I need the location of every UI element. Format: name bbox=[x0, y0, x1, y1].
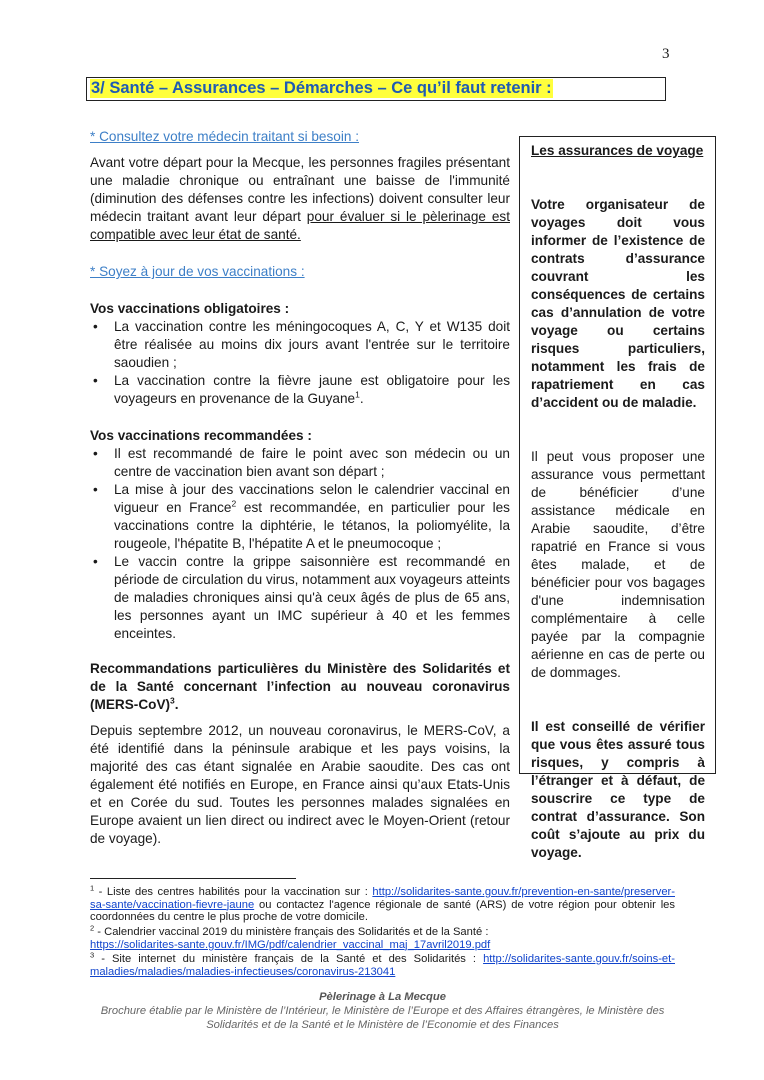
sidebar-title: Les assurances de voyage bbox=[531, 143, 704, 158]
recommended-vaccinations-list bbox=[90, 445, 510, 643]
sidebar-paragraph-2: Il peut vous proposer une assurance vous permettant de bénéficier d’une assistance médicale en Arabie saoudite, d’être rapatrié en France si vous êtes malade, et de bénéficier pour vos bagages d'une indemnisation complémentaire à celle payée par la compagnie aérienne en cas de perte ou de dommages. bbox=[531, 449, 705, 680]
list-item: • La mise à jour des vaccinations selon le calendrier vaccinal en vigueur en France$^2$ est recommandée, en particulier pour les vaccinations contre la diphtérie, le tétanos, la poliomyélite, la rougeole, l'hépatite B, l'hépatite A et le pneumocoque ; bbox=[90, 481, 510, 553]
footnote-ref: 2 bbox=[231, 498, 237, 509]
section-heading-box bbox=[86, 77, 666, 101]
list-item: • La vaccination contre la fièvre jaune est obligatoire pour les voyageurs en provenance de la Guyane$^1$. bbox=[90, 372, 510, 408]
mandatory-vaccinations-title: Vos vaccinations obligatoires : bbox=[90, 301, 290, 316]
travel-insurance-sidebar bbox=[519, 136, 716, 860]
list-item: • La vaccination contre les méningocoques A, C, Y et W135 doit être réalisée au moins dix jours avant l'entrée sur le territoire saoudien ; bbox=[90, 318, 510, 372]
footnote-3: $^3$ - Site internet du ministère français de la Santé et des Solidarités : http://solidarites-sante.gouv.fr/soins-et-maladies/maladies/maladies-infectieuses/coronavirus-213041 bbox=[90, 950, 675, 978]
footnote-ref: 3 bbox=[170, 695, 175, 706]
footer-title: Pèlerinage à La Mecque bbox=[319, 991, 446, 1003]
mers-section-title: Recommandations particulières du Ministère des Solidarités et de la Santé concernant l’infection au nouveau coronavirus (MERS-CoV)$^3$. bbox=[90, 661, 510, 712]
footer-line-2: Solidarités et de la Santé et le Ministère de l’Economie et des Finances bbox=[206, 1019, 559, 1031]
doctor-paragraph-underlined: pour évaluer si le pèlerinage est compatible avec leur état de santé. bbox=[90, 209, 510, 242]
main-column bbox=[90, 128, 510, 848]
list-item: • Le vaccin contre la grippe saisonnière est recommandé en période de circulation du virus, notamment aux voyageurs atteints de maladies chroniques ainsi qu'à ceux âgés de plus de 65 ans, les personnes ayant un IMC supérieur à 40 et les femmes enceintes. bbox=[90, 553, 510, 643]
page-footer bbox=[90, 990, 675, 1032]
recommended-vaccinations-title: Vos vaccinations recommandées : bbox=[90, 428, 312, 443]
mers-paragraph: Depuis septembre 2012, un nouveau coronavirus, le MERS-CoV, a été identifié dans la péninsule arabique et les pays voisins, la majorité des cas étant signalée en Arabie saoudite. Des cas ont également été notifiés en Europe, en France ainsi qu’aux Etats-Unis et en Corée du sud. Toutes les personnes malades signalées en Europe avaient un lien direct ou indirect avec le Moyen-Orient (retour de voyage). bbox=[90, 723, 510, 846]
doctor-section-title: * Consultez votre médecin traitant si besoin : bbox=[90, 129, 359, 144]
vaccination-section-title: * Soyez à jour de vos vaccinations : bbox=[90, 264, 305, 279]
section-heading: 3/ Santé – Assurances – Démarches – Ce qu’il faut retenir : bbox=[91, 79, 552, 97]
footnote-ref: 1 bbox=[355, 389, 360, 400]
mandatory-vaccinations-list bbox=[90, 318, 510, 408]
footnote-1-link[interactable]: http://solidarites-sante.gouv.fr/prevention-en-sante/preserver-sa-sante/vaccination-fievre-jaune bbox=[90, 886, 675, 911]
list-item: • Il est recommandé de faire le point avec son médecin ou un centre de vaccination bien avant son départ ; bbox=[90, 445, 510, 481]
sidebar-paragraph-1: Votre organisateur de voyages doit vous informer de l’existence de contrats d’assurance couvrant les conséquences de certains cas d’annulation de votre voyage ou certains risques particuliers, notamment les frais de rapatriement en cas d’accident ou de maladie. bbox=[531, 197, 705, 410]
footnote-2-link[interactable]: https://solidarites-sante.gouv.fr/IMG/pdf/calendrier_vaccinal_maj_17avril2019.pdf bbox=[90, 938, 491, 951]
footnote-divider bbox=[90, 878, 296, 879]
footnote-1: $^1$ - Liste des centres habilités pour la vaccination sur : http://solidarites-sante.gouv.fr/prevention-en-sante/preserver-sa-sante/vaccination-fievre-jaune ou contactez l'agence régionale de santé (ARS) de votre région pour obtenir les coordonnées du centre le plus proche de votre domicile. bbox=[90, 883, 675, 923]
footer-line-1: Brochure établie par le Ministère de l’Intérieur, le Ministère de l’Europe et des Affaires étrangères, le Ministère des bbox=[100, 1005, 665, 1017]
doctor-paragraph-text: Avant votre départ pour la Mecque, les personnes fragiles présentant une maladie chronique ou entraînant une baisse de l'immunité (diminution des défenses contre les infections) doivent consulter leur médecin traitant avant leur départ bbox=[90, 155, 510, 224]
sidebar-paragraph-3: Il est conseillé de vérifier que vous êtes assuré tous risques, y compris à l’étranger et à défaut, de souscrire ce type de contrat d’assurance. Son coût s’ajoute au prix du voyage. bbox=[531, 719, 705, 860]
footnote-3-link[interactable]: http://solidarites-sante.gouv.fr/soins-et-maladies/maladies/maladies-infectieuses/coronavirus-213041 bbox=[90, 953, 675, 978]
doctor-paragraph bbox=[90, 154, 510, 244]
page-number: 3 bbox=[662, 46, 670, 62]
footnote-2: $^2$ - Calendrier vaccinal 2019 du ministère français des Solidarités et de la Santé : https://solidarites-sante.gouv.fr/IMG/pdf/calendrier_vaccinal_maj_17avril2019.pdf bbox=[90, 923, 491, 951]
